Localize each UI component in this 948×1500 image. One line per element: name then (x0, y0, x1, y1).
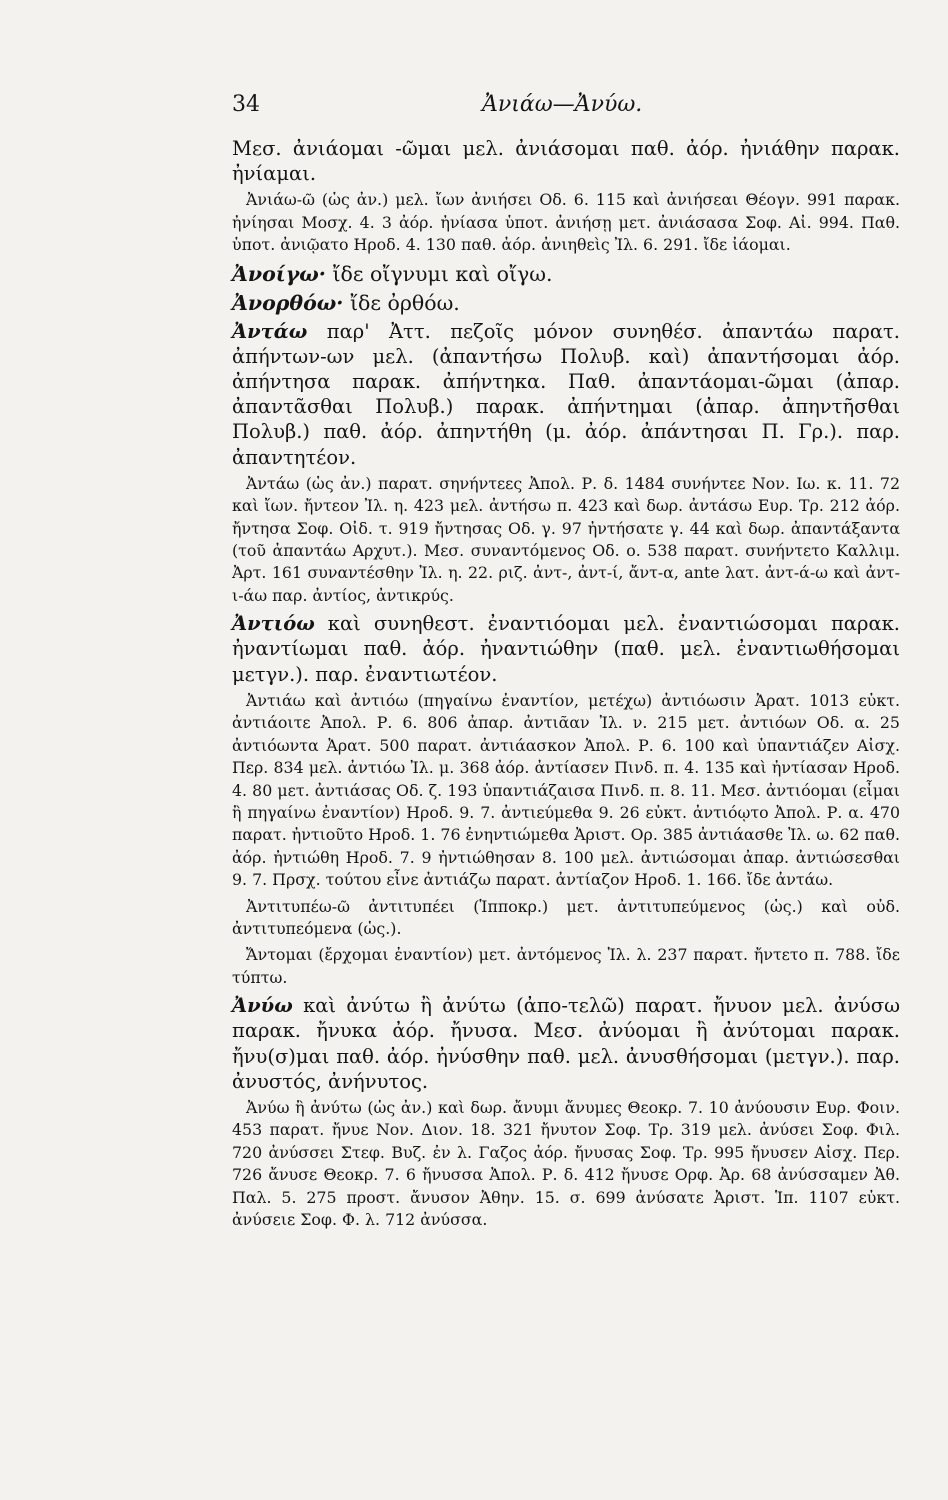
entry-text: ἴδε ὀρθόω. (343, 290, 460, 315)
citation-antao: Ἀντάω (ὡς ἀν.) παρατ. σηνήντεες Ἀπολ. Ρ. δ. 1484 συνήντεε Νον. Ιω. κ. 11. 72 καὶ ἴων. ἤντεον Ἰλ. η. 423 μελ. ἀντήσω π. 423 καὶ δωρ. ἀντάσω Ευρ. Τρ. 212 ἀόρ. ἤντησα Σοφ. Οἰδ. τ. 919 ἤντησας Οδ. γ. 97 ἠντήσατε γ. 44 καὶ δωρ. ἀπαντάξαντα (τοῦ ἀπαντάω Αρχυτ.). Μεσ. συναντόμενος Οδ. ο. 538 παρατ. συνήντετο Καλλιμ. Ἀρτ. 161 συναντέσθην Ἰλ. η. 22. ριζ. ἀντ-, ἀντ-ί, ἄντ-α, ante λατ. ἀντ-ά-ω καὶ ἀντ-ι-άω παρ. ἀντίος, ἀντικρύς. (232, 473, 900, 605)
lemma: Ἀνοίγω· (232, 261, 326, 286)
citation-antomai: Ἄντομαι (ἔρχομαι ἐναντίον) μετ. ἀντόμενος Ἰλ. λ. 237 παρατ. ἤντετο π. 788. ἴδε τύπτω. (232, 945, 900, 987)
citation-antiao: Ἀντιάω καὶ ἀντιόω (πηγαίνω ἐναντίον, μετέχω) ἀντιόωσιν Ἀρατ. 1013 εὐκτ. ἀντιάοιτε Ἀπολ. Ρ. 6. 806 ἀπαρ. ἀντιᾶαν Ἰλ. ν. 215 μετ. ἀντιόων Οδ. α. 25 ἀντιόωντα Ἀρατ. 500 παρατ. ἀντιάασκον Ἀπολ. Ρ. 6. 100 καὶ ὑπαντιάζεν Αἰσχ. Περ. 834 μελ. ἀντιόω Ἰλ. μ. 368 ἀόρ. ἀντίασεν Πινδ. π. 4. 135 καὶ ἠντίασαν Ηροδ. 4. 80 μετ. ἀντιάσας Οδ. ζ. 193 ὑπαντιάζαισα Πινδ. π. 8. 11. Μεσ. ἀντιόομαι (εἶμαι ἢ πηγαίνω ἐναντίον) Ηροδ. 9. 7. ἀντιεύμεθα 9. 26 εὐκτ. ἀντιόῳτο Ἀπολ. Ρ. α. 470 παρατ. ἠντιοῦτο Ηροδ. 1. 76 ἐνηντιώμεθα Ἀριστ. Ορ. 385 ἀντιάασθε Ἰλ. ω. 62 παθ. ἀόρ. ἠντιώθη Ηροδ. 7. 9 ἠντιώθησαν 8. 100 μελ. ἀντιώσομαι ἀπαρ. ἀντιώσεσθαι 9. 7. Πρσχ. τούτου εἶνε ἀντιάζω παρατ. ἀντίαζον Ηροδ. 1. 166. ἴδε ἀντάω. (232, 690, 900, 890)
entry-aniaomai: Μεσ. ἀνιάομαι -ῶμαι μελ. ἀνιάσομαι παθ. ἀόρ. ἠνιάθην παρακ. ἠνίαμαι. (232, 137, 900, 186)
lemma: Ἀνορθόω· (232, 290, 344, 315)
lemma: Ἀνύω (232, 994, 293, 1018)
running-head: Ἀνιάω—Ἀνύω. (482, 92, 643, 117)
entry-text: παρ' Ἀττ. πεζοῖς μόνον συνηθέσ. ἀπαντάω παρατ. ἀπήντων-ων μελ. (ἀπαντήσω Πολυβ. καὶ) ἀπαντήσομαι ἀόρ. ἀπήντησα παρακ. ἀπήντηκα. Παθ. ἀπαντάομαι-ῶμαι (ἀπαρ. ἀπαντᾶσθαι Πολυβ.) παρακ. ἀπήντημαι (ἀπαρ. ἀπηντῆσθαι Πολυβ.) παθ. ἀόρ. ἀπηντήθη (μ. ἀόρ. ἀπάντησαι Π. Γρ.). παρ. ἀπαντητέον. (232, 319, 900, 469)
page-number: 34 (232, 92, 260, 117)
lemma: Ἀντάω (232, 319, 308, 343)
citation-aniao: Ἀνιάω-ῶ (ὡς ἀν.) μελ. ἴων ἀνιήσει Οδ. 6. 115 καὶ ἀνιήσεαι Θέογν. 991 παρακ. ἠνίησαι Μοσχ. 4. 3 ἀόρ. ἠνίασα ὑποτ. ἀνιήσῃ μετ. ἀνιάσασα Σοφ. Αἰ. 994. Παθ. ὑποτ. ἀνιῷατο Ηροδ. 4. 130 παθ. ἀόρ. ἀνιηθεὶς Ἰλ. 6. 291. ἴδε ἰάομαι. (232, 190, 900, 255)
entry-text: καὶ συνηθεστ. ἐναντιόομαι μελ. ἐναντιώσομαι παρακ. ἠναντίωμαι παθ. ἀόρ. ἠναντιώθην (παθ. μελ. ἐναντιωθήσομαι μετγν.). παρ. ἐναντιωτέον. (232, 612, 900, 686)
entry-antao (232, 319, 900, 470)
entry-text: ἴδε οἴγνυμι καὶ οἴγω. (325, 261, 553, 286)
entry-text: καὶ ἀνύτω ἢ ἀνύτω (ἀπο-τελῶ) παρατ. ἤνυον μελ. ἀνύσω παρακ. ἤνυκα ἀόρ. ἤνυσα. Μεσ. ἀνύομαι ἢ ἀνύτομαι παρακ. ἤνυ(σ)μαι παθ. ἀόρ. ἠνύσθην παθ. μελ. ἀνυσθήσομαι (μετγν.). παρ. ἀνυστός, ἀνήνυτος. (232, 994, 900, 1093)
entry-anoigo (232, 261, 900, 287)
citation-anyo: Ἀνύω ἢ ἀνύτω (ὡς ἀν.) καὶ δωρ. ἄνυμι ἄνυμες Θεοκρ. 7. 10 ἀνύουσιν Ευρ. Φοιν. 453 παρατ. ἤνυε Νον. Διον. 18. 321 ἤνυτον Σοφ. Τρ. 319 μελ. ἀνύσει Σοφ. Φιλ. 720 ἀνύσσει Στεφ. Βυζ. ἐν λ. Γαζος ἀόρ. ἤνυσας Σοφ. Τρ. 995 ἤνυσεν Αἰσχ. Περ. 726 ἄνυσε Θεοκρ. 7. 6 ἤνυσσα Ἀπολ. Ρ. δ. 412 ἤνυσε Ορφ. Ἀρ. 68 ἀνύσσαμεν Ἀθ. Παλ. 5. 275 προστ. ἄνυσον Ἀθην. 15. σ. 699 ἀνύσατε Ἀριστ. Ἱπ. 1107 εὐκτ. ἀνύσειε Σοφ. Φ. λ. 712 ἀνύσσα. (232, 1097, 900, 1230)
lemma: Ἀντιόω (232, 612, 315, 636)
page-header (232, 92, 900, 136)
citation-antitypeo: Ἀντιτυπέω-ῶ ἀντιτυπέει (Ἱπποκρ.) μετ. ἀντιτυπεύμενος (ὡς.) καὶ οὐδ. ἀντιτυπεόμενα (ὡς.). (232, 896, 900, 938)
entry-anorthoo (232, 290, 900, 316)
entry-antioo (232, 611, 900, 687)
entry-anyo (232, 993, 900, 1094)
